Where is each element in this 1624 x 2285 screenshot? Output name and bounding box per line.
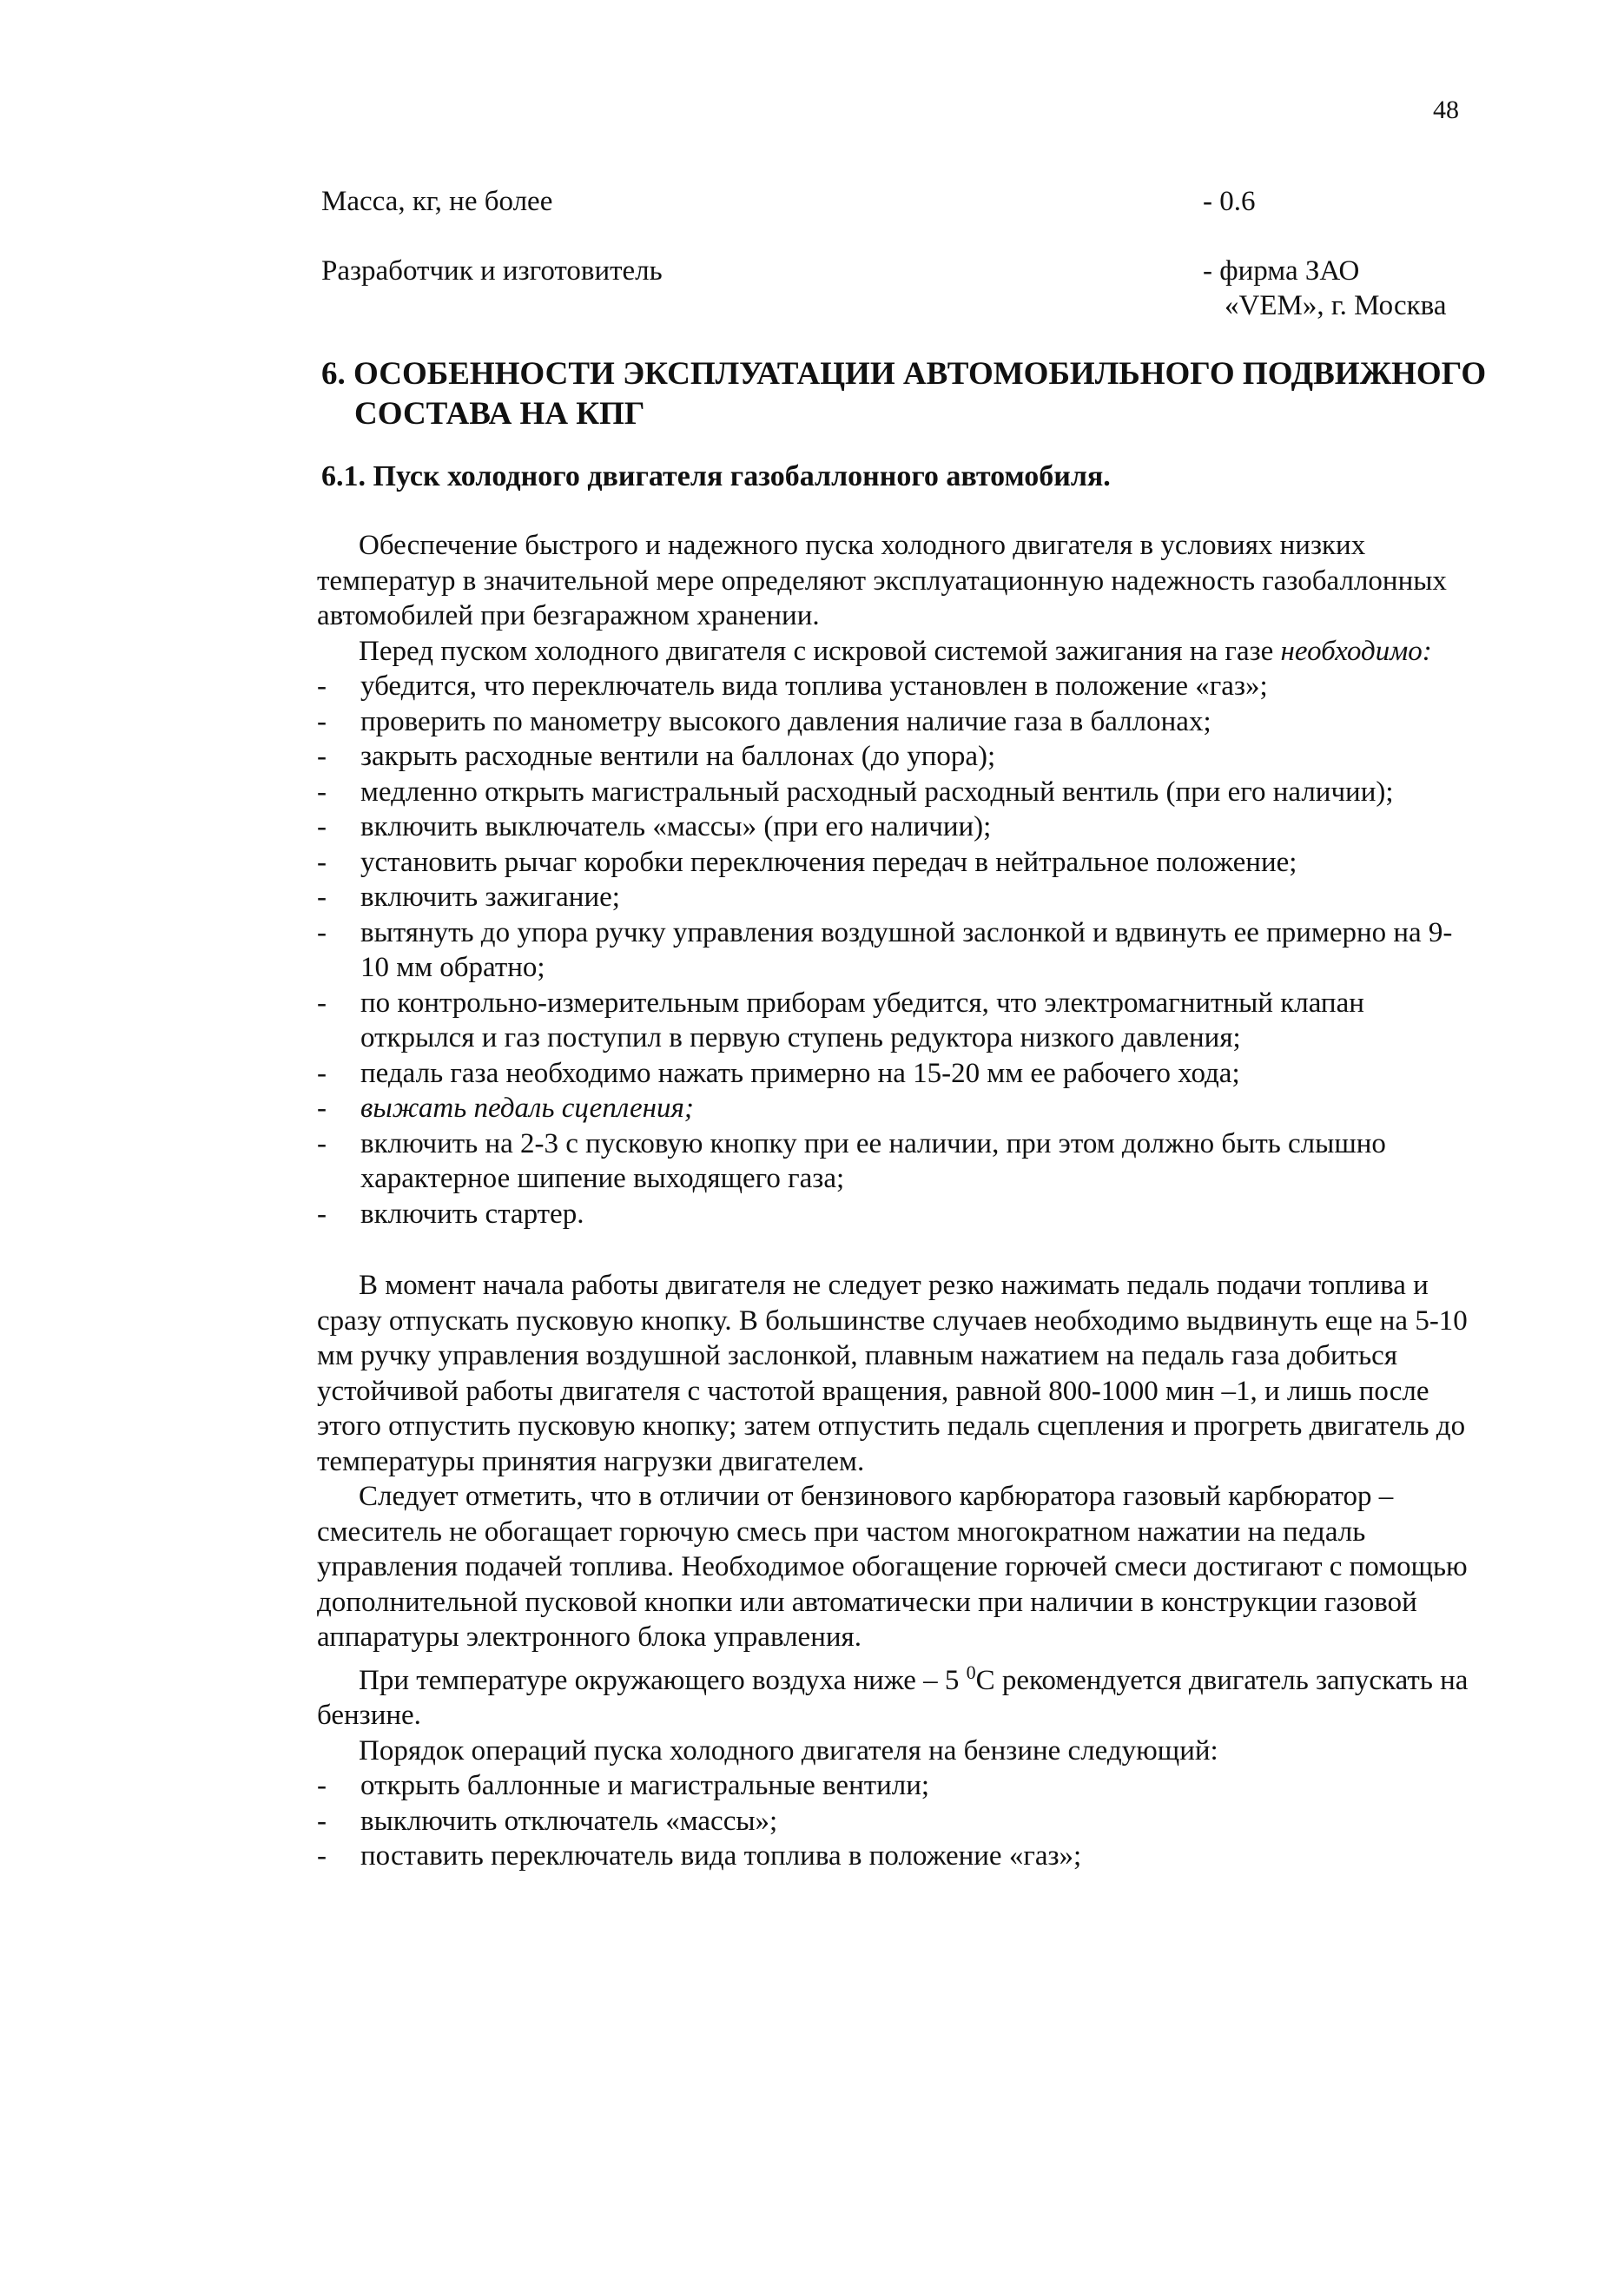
list-item: - выжать педаль сцепления;: [317, 1091, 1476, 1126]
list-dash: -: [317, 987, 327, 1019]
spec-developer-label: Разработчик и изготовитель: [321, 255, 663, 287]
list-dash: -: [317, 776, 327, 808]
degree-superscript: 0: [966, 1661, 976, 1683]
intro-paragraph: Обеспечение быстрого и надежного пуска холодного двигателя в условиях низких температур в значительной мере определяют эксплуатационную надежность газобаллонных автомобилей при безгаражном хранении.: [317, 530, 1447, 631]
petrol-lead: Порядок операций пуска холодного двигателя на бензине следующий:: [359, 1734, 1218, 1767]
list-dash: -: [317, 1840, 327, 1872]
engine-start-paragraph: В момент начала работы двигателя не следует резко нажимать педаль подачи топлива и сразу отпускать пусковую кнопку. В большинстве случаев необходимо выдвинуть еще на 5-10 мм ручку управления воздушной заслонкой, плавным нажатием на педаль газа добиться устойчивой работы двигателя с частотой вращения, равной 800-1000 мин –1, и лишь после этого отпустить пусковую кнопку; затем отпустить педаль сцепления и прогреть двигатель до температуры принятия нагрузки двигателем.: [317, 1270, 1468, 1477]
list-dash: -: [317, 705, 327, 737]
list-item: - закрыть расходные вентили на баллонах (до упора);: [317, 739, 1476, 775]
before-start-lead: Перед пуском холодного двигателя с искровой системой зажигания на газе: [359, 635, 1274, 667]
spec-developer-value: - фирма ЗАО: [1203, 255, 1360, 287]
list-dash: -: [317, 846, 327, 878]
page-number: 48: [1433, 96, 1459, 124]
spec-developer-value-line2: «VEM», г. Москва: [1225, 290, 1447, 321]
list-dash: -: [317, 1770, 327, 1801]
list-item: - включить выключатель «массы» (при его наличии);: [317, 809, 1476, 845]
section-title-line2: СОСТАВА НА КПГ: [354, 396, 645, 432]
list-dash: -: [317, 1093, 327, 1124]
list-dash: -: [317, 811, 327, 842]
list-item: - поставить переключатель вида топлива в положение «газ»;: [317, 1839, 1476, 1874]
body-text: [317, 528, 1476, 1874]
list-dash: -: [317, 1127, 327, 1159]
list-dash: -: [317, 670, 327, 702]
temperature-paragraph: При температуре окружающего воздуха ниже – 5 $^0$С рекомендуется двигатель запускать на бензине.: [317, 1661, 1469, 1731]
petrol-start-steps: [317, 1768, 1476, 1874]
list-item: - педаль газа необходимо нажать примерно на 15-20 мм ее рабочего хода;: [317, 1056, 1476, 1092]
list-dash: -: [317, 1805, 327, 1837]
list-item: - включить зажигание;: [317, 880, 1476, 915]
gas-start-steps: [317, 669, 1476, 1232]
before-start-emphasis: необходимо:: [1280, 635, 1432, 667]
subsection-title: 6.1. Пуск холодного двигателя газобаллонного автомобиля.: [321, 460, 1111, 492]
list-item: - открыть баллонные и магистральные вентили;: [317, 1768, 1476, 1804]
list-item: - убедится, что переключатель вида топлива установлен в положение «газ»;: [317, 669, 1476, 704]
list-item: - установить рычаг коробки переключения передач в нейтральное положение;: [317, 845, 1476, 881]
list-item: - включить на 2-3 с пусковую кнопку при ее наличии, при этом должно быть слышно характерное шипение выходящего газа;: [317, 1127, 1386, 1194]
list-item: - проверить по манометру высокого давления наличие газа в баллонах;: [317, 704, 1476, 740]
list-item: - включить стартер.: [317, 1197, 1476, 1232]
before-start-paragraph: [317, 634, 1476, 670]
spacer: [317, 1232, 1476, 1268]
list-dash: -: [317, 916, 327, 948]
list-item: - вытянуть до упора ручку управления воздушной заслонкой и вдвинуть ее примерно на 9-10 мм обратно;: [317, 916, 1453, 983]
list-dash: -: [317, 1057, 327, 1089]
section-title: [321, 354, 1494, 434]
list-item: - медленно открыть магистральный расходный расходный вентиль (при его наличии);: [317, 775, 1476, 810]
list-dash: -: [317, 882, 327, 913]
mixer-paragraph: Следует отметить, что в отличии от бензинового карбюратора газовый карбюратор – смеситель не обогащает горючую смесь при частом многократном нажатии на педаль управления подачей топлива. Необходимое обогащение горючей смеси достигают с помощью дополнительной пусковой кнопки или автоматически при наличии в конструкции газовой аппаратуры электронного блока управления.: [317, 1481, 1468, 1653]
list-dash: -: [317, 1198, 327, 1230]
list-item: - выключить отключатель «массы»;: [317, 1804, 1476, 1839]
list-item: - по контрольно-измерительным приборам убедится, что электромагнитный клапан открылся и газ поступил в первую ступень редуктора низкого давления;: [317, 987, 1364, 1053]
list-dash: -: [317, 741, 327, 772]
section-title-line1: 6. ОСОБЕННОСТИ ЭКСПЛУАТАЦИИ АВТОМОБИЛЬНОГО ПОДВИЖНОГО: [321, 356, 1487, 392]
spec-mass-label: Масса, кг, не более: [321, 186, 553, 217]
spec-mass-value: - 0.6: [1203, 186, 1256, 217]
